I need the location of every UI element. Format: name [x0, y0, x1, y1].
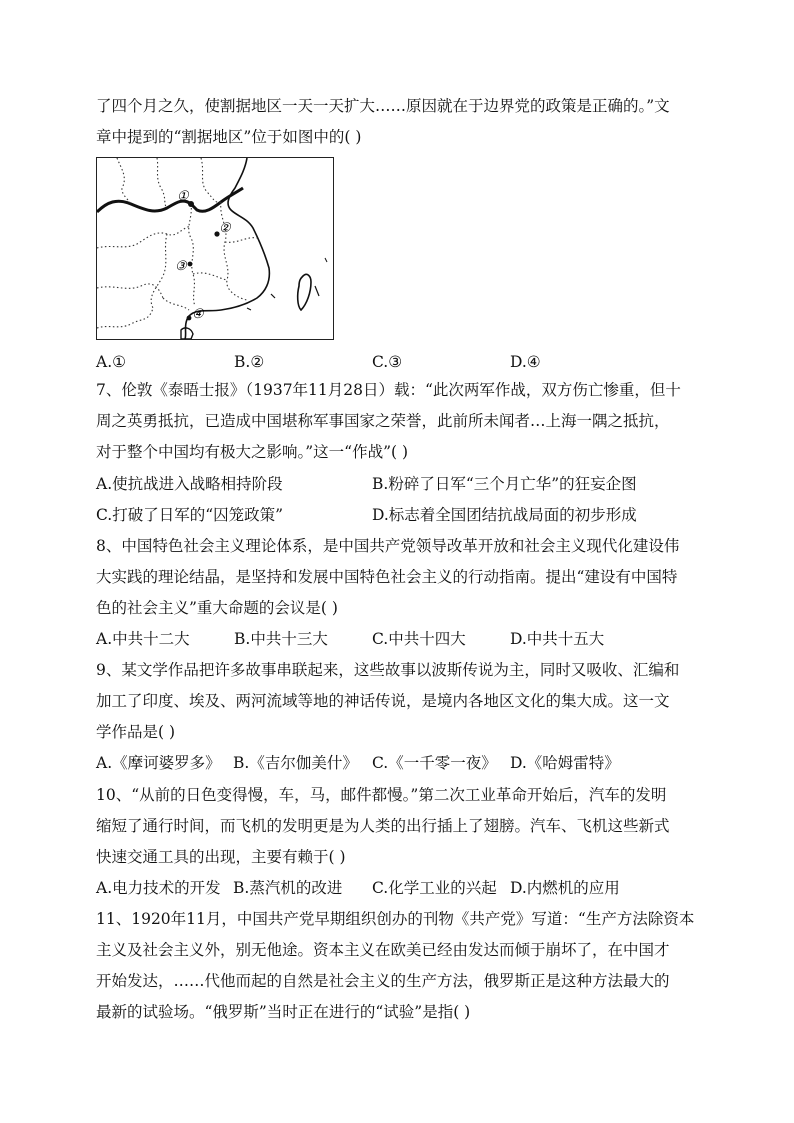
q10-option-b[interactable]: B.蒸汽机的改进 — [233, 879, 343, 897]
q6-stem-line-2: 章中提到的“割据地区”位于如图中的( ) — [96, 128, 362, 146]
q6-option-a[interactable]: A.① — [96, 353, 127, 371]
q9-option-c[interactable]: C.《一千零一夜》 — [372, 754, 497, 772]
q9-option-b[interactable]: B.《吉尔伽美什》 — [233, 754, 358, 772]
island-mark — [325, 258, 327, 262]
q11-stem-line-4: 最新的试验场。“俄罗斯”当时正在进行的“试验”是指( ) — [96, 1003, 471, 1021]
q7-option-b[interactable]: B.粉碎了日军“三个月亡华”的狂妄企图 — [372, 475, 637, 493]
q8-option-a[interactable]: A.中共十二大 — [96, 630, 190, 648]
q7-option-c[interactable]: C.打破了日军的“囚笼政策” — [96, 506, 284, 524]
q8-option-c[interactable]: C.中共十四大 — [372, 630, 466, 648]
q10-stem-line-3: 快速交通工具的出现，主要有赖于( ) — [96, 848, 346, 866]
island-mark — [315, 286, 319, 296]
taiwan-island — [298, 274, 311, 310]
marker-dot-1 — [188, 201, 194, 207]
q6-stem-line-1: 了四个月之久，使割据地区一天一天扩大……原因就在于边界党的政策是正确的。”文 — [96, 97, 670, 115]
q11-stem-line-1: 11、1920年11月，中国共产党早期组织创办的刊物《共产党》写道：“生产方法除资本 — [96, 910, 695, 928]
marker-label-2: ② — [219, 221, 231, 236]
q6-option-d[interactable]: D.④ — [510, 353, 541, 371]
q10-option-c[interactable]: C.化学工业的兴起 — [372, 879, 497, 897]
q9-option-a[interactable]: A.《摩诃婆罗多》 — [96, 754, 221, 772]
q8-stem-line-2: 大实践的理论结晶，是坚持和发展中国特色社会主义的行动指南。提出“建设有中国特 — [96, 568, 678, 586]
q9-stem-line-2: 加工了印度、埃及、两河流域等地的神话传说，是境内各地区文化的集大成。这一文 — [96, 692, 670, 710]
marker-label-3: ③ — [175, 259, 187, 274]
q8-option-b[interactable]: B.中共十三大 — [234, 630, 328, 648]
q10-stem-line-2: 缩短了通行时间，而飞机的发明更是为人类的出行插上了翅膀。汽车、飞机这些新式 — [96, 817, 670, 835]
q7-option-a[interactable]: A.使抗战进入战略相持阶段 — [96, 475, 283, 493]
q9-option-d[interactable]: D.《哈姆雷特》 — [510, 754, 620, 772]
marker-label-4: ④ — [192, 307, 204, 322]
island-mark — [271, 294, 275, 298]
hainan-island — [181, 328, 193, 339]
q7-stem-line-2: 周之英勇抵抗，已造成中国堪称军事国家之荣誉，此前所未闻者…上海一隅之抵抗， — [96, 412, 670, 430]
q8-option-d[interactable]: D.中共十五大 — [510, 630, 605, 648]
q8-stem-line-3: 色的社会主义”重大命题的会议是( ) — [96, 599, 338, 617]
q6-option-c[interactable]: C.③ — [372, 353, 403, 371]
province-borders — [97, 158, 257, 328]
marker-dot-3 — [188, 262, 193, 267]
island-mark — [247, 308, 251, 310]
q10-stem-line-1: 10、“从前的日色变得慢，车，马，邮件都慢。”第二次工业革命开始后，汽车的发明 — [96, 786, 667, 804]
q11-stem-line-3: 开始发达，……代他而起的自然是社会主义的生产方法，俄罗斯正是这种方法最大的 — [96, 972, 670, 990]
q9-stem-line-3: 学作品是( ) — [96, 723, 176, 741]
marker-dot-4 — [187, 316, 192, 321]
china-southeast-map — [97, 158, 333, 339]
q9-stem-line-1: 9、某文学作品把许多故事串联起来，这些故事以波斯传说为主，同时又吸收、汇编和 — [96, 661, 680, 679]
q8-stem-line-1: 8、中国特色社会主义理论体系，是中国共产党领导改革开放和社会主义现代化建设伟 — [96, 537, 680, 555]
q6-option-b[interactable]: B.② — [234, 353, 265, 371]
q6-map-figure — [96, 157, 334, 340]
q11-stem-line-2: 主义及社会主义外，别无他途。资本主义在欧美已经由发达而倾于崩坏了，在中国才 — [96, 941, 670, 959]
q10-option-d[interactable]: D.内燃机的应用 — [510, 879, 620, 897]
q7-stem-line-1: 7、伦敦《泰晤士报》（1937年11月28日）载：“此次两军作战，双方伤亡惨重，但十 — [96, 381, 681, 399]
q7-stem-line-3: 对于整个中国均有极大之影响。”这一“作战”( ) — [96, 443, 409, 461]
yangtze-river — [97, 188, 243, 212]
marker-label-1: ① — [177, 189, 189, 204]
q10-option-a[interactable]: A.电力技术的开发 — [96, 879, 221, 897]
q7-option-d[interactable]: D.标志着全国团结抗战局面的初步形成 — [372, 506, 637, 524]
